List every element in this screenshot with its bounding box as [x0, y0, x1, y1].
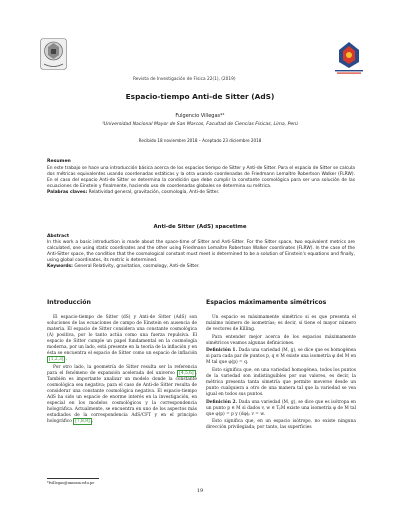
- paper-title: Espacio-tiempo Anti-de Sitter (AdS): [125, 92, 275, 101]
- english-title: Anti-de Sitter (AdS) spacetime: [153, 224, 247, 230]
- definition-1-label: Definición 1.: [206, 348, 237, 354]
- left-column-text: [47, 315, 197, 427]
- resumen-body: En este trabajo se hace una introducción básica acerca de los espacios tiempo de Sitter y Anti-de Sitter. Para el espacio de Sitter se calcula dos métricas equivalentes usando coordenadas estáticas y la otra usando coordenadas de Friedmann Lemaître Robertson Walker (FLRW). En el caso del espacio Anti-de Sitter se determina la condición que debe cumplir la constante cosmológica para ser una solución de las ecuaciones de Einstein y finalmente, haciendo uso de coordenadas globales se determina su métrica.: [47, 166, 355, 190]
- resumen-keywords: Relatividad general, gravitación, cosmología, Anti-de Sitter.: [88, 190, 220, 196]
- right-column-text: [206, 315, 356, 433]
- section-heading-espacios: Espacios máximamente simétricos: [206, 299, 327, 306]
- footnote-email[interactable]: *fvillegas@unmsm.edu.pe: [47, 481, 95, 485]
- abstract-keywords-label: Keywords:: [47, 264, 73, 270]
- intro-p2-text-a: Por otro lado, la geometría de Sitter resulta ser la referencia para el fenómeno de expansión acelerada del universo: [47, 364, 197, 376]
- definition-1: [206, 348, 356, 366]
- intro-p2-text-b: . También es importante analizar un modelo donde la constante cosmológica sea negativa; para el caso de Anti-de Sitter resulta de considerar una constante cosmológica negativa. El espacio-tiempo AdS ha sido un espacio de enorme interés en la investigación, en especial en los modelos cosmológicos y la correspondencia holográfica. Actualmente, se encuentra en uno de los aspectos más estudiados de la correspondencia AdS/CFT y en el principio holográfico: [47, 370, 197, 425]
- resumen-keywords-label: Palabras claves:: [47, 190, 88, 196]
- page-number: 19: [196, 488, 204, 494]
- affiliation: ¹Universidad Nacional Mayor de San Marcos, Facultad de Ciencias Físicas, Lima, Perú: [102, 122, 298, 127]
- journal-name: Revista de Investigación de Física 22(1), (2019): [133, 77, 236, 82]
- citation-link[interactable]: [1,2,3]: [49, 357, 64, 363]
- resumen-text: [47, 166, 355, 196]
- university-seal-logo: [40, 38, 67, 70]
- definition-1-text: Dada una variedad (M, g), se dice que es homogénea si para cada par de puntos p, q ∈ M existe una isometría φ del M en M tal que φ(p) = q.: [206, 348, 357, 366]
- espacios-paragraph-3: Esto significa que, en una variedad homogénea, todos los puntos de la variedad son indistinguibles por sus valores, es decir, la métrica presenta tanta simetría que permite moverse desde un punto cualquiera a otro de una manera tal que la variedad se vea igual en todos sus puntos.: [206, 367, 356, 398]
- espacios-paragraph-2: Para entender mejor acerca de los espacios máximamente simétricos veamos algunas definiciones.: [206, 334, 356, 346]
- citation-link[interactable]: [7,8,9]: [75, 419, 90, 425]
- received-accepted-dates: Recibido 18 noviembre 2018 – Aceptado 23 diciembre 2018: [138, 138, 262, 143]
- espacios-paragraph-4: Esto significa que, en un espacio isótropo, no existe ninguna dirección privilegiada; por tanto, las superficies: [206, 419, 356, 431]
- abstract-keywords: General Relativity, gravitation, cosmology, Anti-de Sitter.: [74, 264, 200, 270]
- abstract-heading: Abstract: [47, 234, 70, 239]
- section-heading-introduccion: Introducción: [47, 299, 91, 306]
- abstract-body: In this work a basic introduction is made about the space-time of Sitter and Anti-Sitter. For the Sitter space, two equivalent metrics are calculated, one using static coordinates and the other using Friedmann Lemaître Robertson Walker coordinates (FLRW). In the case of the Anti-Sitter space, the condition that the cosmological constant must meet is determined to be a solution of Einstein's equations and finally, using global coordinates, its metric is determined.: [47, 240, 355, 264]
- definition-2-label: Definición 2.: [206, 399, 238, 405]
- intro-paragraph-1: El espacio-tiempo de Sitter (dS) y Anti-de Sitter (AdS) son soluciones de las ecuaciones de campo de Einstein en ausencia de materia. El espacio de Sitter considera una constante cosmológica (Λ) positiva, por lo tanto actúa como una fuerza repulsiva. El espacio de Sitter cumple un papel fundamental en la cosmología moderna, por un lado, está presente en la teoría de la inflación y en ésta se encuentra el espacio de Sitter como un espacio de inflación [1,2,3] .: [47, 315, 197, 363]
- definition-2-text: Dada una variedad (M, g), se dice que es isótropa en un punto p ∈ M si dados v, w ∈ TₚM existe una isometría φ de M tal que φ(p) = p y (dφ)ₚ v = w.: [206, 399, 356, 417]
- resumen-heading: Resumen: [47, 159, 71, 164]
- definition-2: [206, 400, 356, 418]
- espacios-paragraph-1: Un espacio es máximamente simétrico si es que presenta el máximo número de isometrías; es decir, si tiene el mayor número de vectores de Killing.: [206, 315, 356, 333]
- footnote-rule: [47, 478, 99, 479]
- intro-p1-text: El espacio-tiempo de Sitter (dS) y Anti-de Sitter (AdS) son soluciones de las ecuaciones de campo de Einstein en ausencia de materia. El espacio de Sitter considera una constante cosmológica (Λ) positiva, por lo tanto actúa como una fuerza repulsiva. El espacio de Sitter cumple un papel fundamental en la cosmología moderna, por un lado, está presente en la teoría de la inflación y en ésta se encuentra el espacio de Sitter como un espacio de inflación: [47, 315, 197, 357]
- intro-paragraph-2: Por otro lado, la geometría de Sitter resulta ser la referencia para el fenómeno de expansión acelerada del universo [4,5,6] . También es importante analizar un modelo donde la constante cosmológica sea negativa; para el caso de Anti-de Sitter resulta de considerar una constante cosmológica negativa. El espacio-tiempo AdS ha sido un espacio de enorme interés en la investigación, en especial en los modelos cosmológicos y la correspondencia holográfica. Actualmente, se encuentra en uno de los aspectos más estudiados de la correspondencia AdS/CFT y en el principio holográfico [7,8,9] .: [47, 364, 197, 425]
- citation-link[interactable]: [4,5,6]: [179, 370, 194, 376]
- author: Fulgencio Villegas*¹: [175, 113, 225, 119]
- faculty-logo: [329, 40, 369, 76]
- abstract-text: [47, 240, 355, 270]
